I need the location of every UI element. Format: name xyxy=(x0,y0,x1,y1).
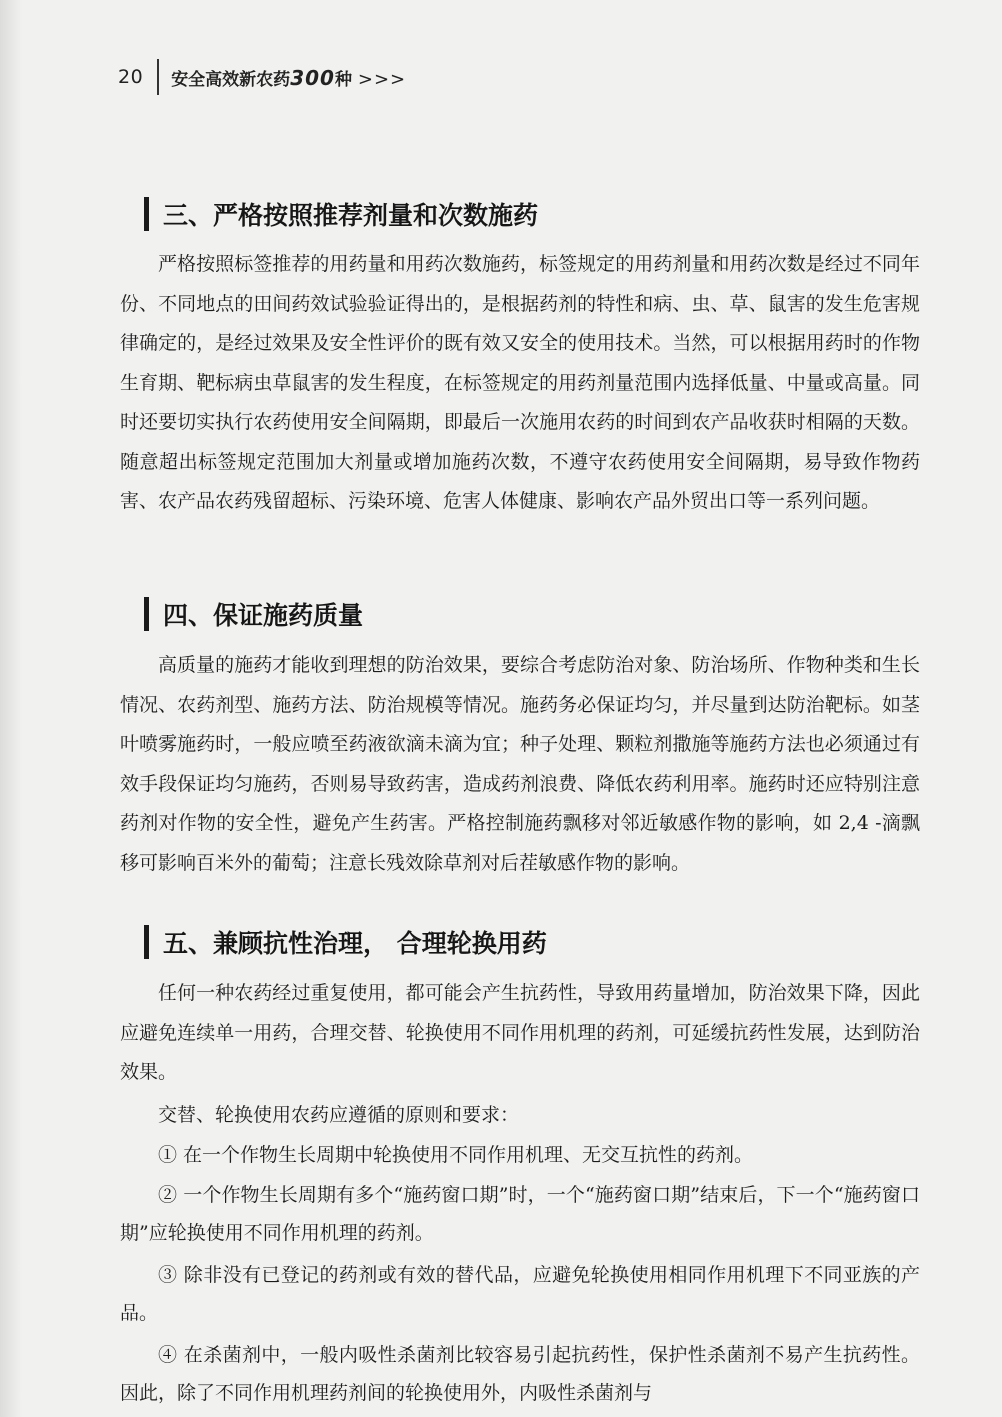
list-item: ② 一个作物生长周期有多个“施药窗口期”时，一个“施药窗口期”结束后，下一个“施药窗口期”应轮换使用不同作用机理的药剂。 xyxy=(120,1184,920,1244)
section-heading-4 xyxy=(144,594,363,634)
book-title-prefix: 安全高效新农药 xyxy=(171,69,291,90)
section-title: 五、兼顾抗性治理， 合理轮换用药 xyxy=(163,929,547,958)
header-divider xyxy=(157,59,159,95)
section-heading-5 xyxy=(144,922,547,962)
book-title-suffix: 种 xyxy=(334,69,352,90)
running-header xyxy=(118,58,406,96)
book-title xyxy=(171,65,406,90)
page-number: 20 xyxy=(118,66,144,88)
heading-bar-icon xyxy=(144,597,149,631)
paragraph: 严格按照标签推荐的用药量和用药次数施药，标签规定的用药剂量和用药次数是经过不同年份、不同地点的田间药效试验验证得出的，是根据药剂的特性和病、虫、草、鼠害的发生危害规律确定的，是经过效果及安全性评价的既有效又安全的使用技术。当然，可以根据用药时的作物生育期、靶标病虫草鼠害的发生程度，在标签规定的用药剂量范围内选择低量、中量或高量。同时还要切实执行农药使用安全间隔期，即最后一次施用农药的时间到农产品收获时相隔的天数。随意超出标签规定范围加大剂量或增加施药次数，不遵守农药使用安全间隔期，易导致作物药害、农产品农药残留超标、污染环境、危害人体健康、影响农产品外贸出口等一系列问题。 xyxy=(120,253,920,512)
heading-bar-icon xyxy=(144,925,149,959)
section-title: 三、严格按照推荐剂量和次数施药 xyxy=(163,201,539,230)
section-heading-3 xyxy=(144,194,538,234)
list-item: ① 在一个作物生长周期中轮换使用不同作用机理、无交互抗性的药剂。 xyxy=(158,1144,754,1166)
paragraph: 高质量的施药才能收到理想的防治效果，要综合考虑防治对象、防治场所、作物种类和生长情况、农药剂型、施药方法、防治规模等情况。施药务必保证均匀，并尽量到达防治靶标。如茎叶喷雾施药时，一般应喷至药液欲滴未滴为宜；种子处理、颗粒剂撒施等施药方法也必须通过有效手段保证均匀施药，否则易导致药害，造成药剂浪费、降低农药利用率。施药时还应特别注意药剂对作物的安全性，避免产生药害。严格控制施药飘移对邻近敏感作物的影响，如 2,4 -滴飘移可影响百米外的葡萄；注意长残效除草剂对后茬敏感作物的影响。 xyxy=(120,654,920,874)
page-edge-shadow xyxy=(0,0,22,1417)
paragraph: 任何一种农药经过重复使用，都可能会产生抗药性，导致用药量增加，防治效果下降，因此应避免连续单一用药，合理交替、轮换使用不同作用机理的药剂，可延缓抗药性发展，达到防治效果。 xyxy=(120,982,920,1083)
chevron-arrows-icon: >>> xyxy=(357,68,407,90)
list-item: ④ 在杀菌剂中，一般内吸性杀菌剂比较容易引起抗药性，保护性杀菌剂不易产生抗药性。因此，除了不同作用机理药剂间的轮换使用外，内吸性杀菌剂与 xyxy=(120,1344,920,1404)
book-title-number: 300 xyxy=(290,65,335,90)
heading-bar-icon xyxy=(144,197,149,231)
list-item: ③ 除非没有已登记的药剂或有效的替代品，应避免轮换使用相同作用机理下不同亚族的产品。 xyxy=(120,1264,920,1324)
paragraph: 交替、轮换使用农药应遵循的原则和要求： xyxy=(158,1104,520,1126)
section-title: 四、保证施药质量 xyxy=(163,601,364,630)
